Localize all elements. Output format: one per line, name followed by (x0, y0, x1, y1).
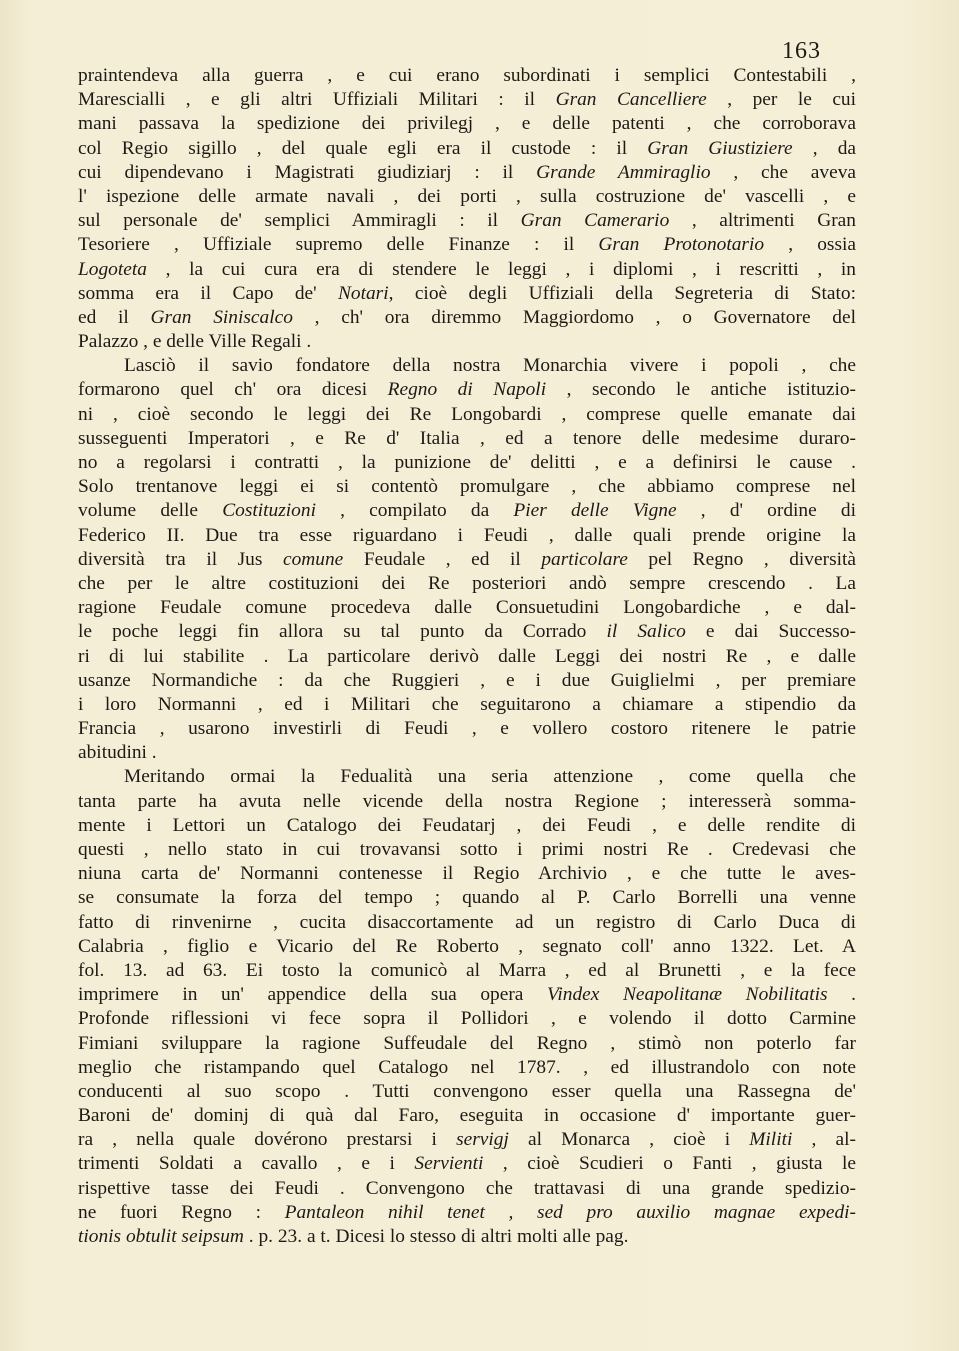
text-run: fatto di rinvenirne , cucita disaccortamente ad un registro di Carlo Duca di (78, 911, 856, 933)
text-line (78, 1152, 856, 1176)
text-run: tanta parte ha avuta nelle vicende della nostra Regione ; interesserà somma- (78, 790, 856, 812)
italic-text: Vindex Neapolitanæ Nobilitatis (547, 984, 828, 1006)
text-line (78, 354, 856, 378)
text-line (78, 572, 856, 596)
text-run: somma era il Capo de' (78, 282, 338, 304)
text-run: le poche leggi fin allora su tal punto da Corrado (78, 621, 607, 643)
text-line (78, 112, 856, 136)
italic-text: tionis obtulit seipsum (78, 1226, 244, 1247)
text-line (78, 886, 856, 910)
text-run: conducenti al suo scopo . Tutti convengono esser quella una Rassegna de' (78, 1080, 856, 1102)
italic-text: Gran Protonotario (598, 234, 765, 256)
text-run: , ossia (764, 234, 856, 256)
text-run: , al- (792, 1129, 856, 1151)
text-run: niuna carta de' Normanni contenesse il Regio Archivio , e che tutte le aves- (78, 863, 856, 885)
text-run: che per le altre costituzioni dei Re posteriori andò sempre crescendo . La (78, 572, 856, 594)
text-run: Profonde riflessioni vi fece sopra il Pollidori , e volendo il dotto Carmine (78, 1008, 856, 1030)
text-run: Meritando ormai la Fedualità una seria attenzione , come quella che (124, 766, 856, 788)
text-run: , d' ordine di (676, 500, 856, 522)
text-run: praintendeva alla guerra , e cui erano subordinati i semplici Contestabili , (78, 65, 856, 86)
text-run: Francia , usarono investirli di Feudi , e vollero costoro ritenere le patrie (78, 718, 856, 740)
text-run: rispettive tasse dei Feudi . Convengono che trattavasi di una grande spedizio- (78, 1177, 856, 1199)
text-line (78, 88, 856, 112)
italic-text: Regno di Napoli (387, 379, 547, 401)
text-run: fol. 13. ad 63. Ei tosto la comunicò al Marra , ed al Brunetti , e la fece (78, 959, 856, 981)
text-line (78, 1225, 856, 1249)
italic-text: Militi (749, 1129, 793, 1151)
text-run: Feudale , ed il (343, 548, 542, 570)
text-run: ragione Feudale comune procedeva dalle Consuetudini Longobardiche , e dal- (78, 597, 856, 619)
text-line (78, 1201, 856, 1225)
text-run: , che aveva (710, 161, 856, 183)
text-line (78, 790, 856, 814)
text-run: . p. 23. a t. Dicesi lo stesso di altri molti alle pag. (243, 1226, 629, 1247)
text-line (78, 258, 856, 282)
text-line (78, 403, 856, 427)
text-line (78, 330, 856, 354)
text-run: ne fuori Regno : (78, 1201, 285, 1223)
text-run: sul personale de' semplici Ammiragli : il (78, 210, 521, 232)
text-line (78, 645, 856, 669)
text-line (78, 475, 856, 499)
text-run: , per le cui (706, 89, 857, 111)
text-line (78, 862, 856, 886)
text-line (78, 983, 856, 1007)
italic-text: Gran Giustiziere (647, 137, 793, 159)
text-run: e dai Successo- (685, 621, 856, 643)
text-run: volume delle (78, 500, 223, 522)
text-run: ed il (78, 306, 151, 328)
text-line (78, 838, 856, 862)
text-run: ni , cioè secondo le leggi dei Re Longobardi , comprese quelle emanate dai (78, 403, 856, 425)
text-run: ri di lui stabilite . La particolare derivò dalle Leggi dei nostri Re , e dalle (78, 645, 856, 667)
text-run: , compilato da (315, 500, 514, 522)
text-run: Tesoriere , Uffiziale supremo delle Finanze : il (78, 234, 599, 256)
text-line (78, 1056, 856, 1080)
text-run: cui dipendevano i Magistrati giudiziarj : il (78, 161, 537, 183)
text-line (78, 693, 856, 717)
text-run: l' ispezione delle armate navali , dei porti , sulla costruzione de' vascelli , e (78, 185, 856, 207)
text-run: , da (792, 137, 857, 159)
text-line (78, 427, 856, 451)
text-line (78, 499, 856, 523)
page-number: 163 (782, 38, 821, 64)
italic-text: Gran Camerario (520, 210, 670, 232)
text-line (78, 306, 856, 330)
text-line (78, 161, 856, 185)
text-run: . (827, 984, 856, 1006)
text-line (78, 548, 856, 572)
text-run: , altrimenti Gran (669, 210, 856, 232)
text-run: Fimiani sviluppare la ragione Suffeudale del Regno , stimò non poterlo far (78, 1032, 856, 1054)
italic-text: Notari (337, 282, 389, 304)
text-run: mani passava la spedizione dei privilegj , e delle patenti , che corroborava (78, 113, 856, 135)
text-run: col Regio sigillo , del quale egli era il custode : il (78, 137, 648, 159)
text-line (78, 1104, 856, 1128)
italic-text: Pantaleon nihil tenet , sed pro auxilio magnae expedi- (284, 1201, 856, 1223)
text-run: ra , nella quale dovérono prestarsi i (78, 1129, 457, 1151)
text-run: i loro Normanni , ed i Militari che seguitarono a chiamare a stipendio da (78, 693, 856, 715)
text-run: al Monarca , cioè i (508, 1129, 750, 1151)
italic-text: particolare (541, 548, 628, 570)
text-run: se consumate la forza del tempo ; quando al P. Carlo Borrelli una venne (78, 887, 856, 909)
italic-text: Servienti (414, 1153, 484, 1175)
text-line (78, 814, 856, 838)
text-line (78, 233, 856, 257)
text-run: meglio che ristampando quel Catalogo nel 1787. , ed illustrandolo con note (78, 1056, 856, 1078)
text-run: , cioè Scudieri o Fanti , giusta le (483, 1153, 856, 1175)
text-line (78, 64, 856, 88)
italic-text: Costituzioni (222, 500, 316, 522)
italic-text: il Salico (606, 621, 686, 643)
text-run: mente i Lettori un Catalogo dei Feudatarj , dei Feudi , e delle rendite di (78, 814, 856, 836)
text-line (78, 596, 856, 620)
text-line (78, 1128, 856, 1152)
text-run: Lasciò il savio fondatore della nostra Monarchia vivere i popoli , che (124, 355, 856, 377)
text-line (78, 209, 856, 233)
italic-text: Logoteta (78, 258, 147, 280)
text-line (78, 137, 856, 161)
text-line (78, 765, 856, 789)
text-line (78, 717, 856, 741)
text-line (78, 911, 856, 935)
text-run: susseguenti Imperatori , e Re d' Italia , ed a tenore delle medesime duraro- (78, 427, 856, 449)
text-run: diversità tra il Jus (78, 548, 283, 570)
text-run: abitudini . (78, 742, 157, 764)
text-line (78, 185, 856, 209)
text-line (78, 1007, 856, 1031)
text-run: formarono quel ch' ora dicesi (78, 379, 388, 401)
text-line (78, 669, 856, 693)
text-run: , cioè degli Uffiziali della Segreteria di Stato: (388, 282, 856, 304)
text-run: Palazzo , e delle Ville Regali . (78, 331, 312, 353)
text-run: Marescialli , e gli altri Uffiziali Militari : il (78, 89, 556, 111)
paragraph (78, 64, 856, 354)
text-line (78, 1032, 856, 1056)
text-run: , secondo le antiche istituzio- (546, 379, 857, 401)
text-line (78, 1080, 856, 1104)
italic-text: comune (282, 548, 344, 570)
text-run: , la cui cura era di stendere le leggi , i diplomi , i rescritti , in (146, 258, 856, 280)
text-run: Baroni de' dominj di quà dal Faro, eseguita in occasione d' importante guer- (78, 1105, 856, 1127)
paragraph (78, 354, 856, 765)
text-line (78, 451, 856, 475)
text-line (78, 1177, 856, 1201)
text-line (78, 741, 856, 765)
text-run: imprimere in un' appendice della sua opera (78, 984, 547, 1006)
italic-text: Gran Cancelliere (555, 89, 707, 111)
text-line (78, 935, 856, 959)
text-run: trimenti Soldati a cavallo , e i (78, 1153, 415, 1175)
text-run: no a regolarsi i contratti , la punizione de' delitti , e a definirsi le cause . (78, 452, 856, 473)
text-line (78, 524, 856, 548)
text-run: , ch' ora diremmo Maggiordomo , o Governatore del (292, 306, 856, 328)
paragraph (78, 765, 856, 1249)
text-line (78, 959, 856, 983)
text-run: questi , nello stato in cui trovavansi sotto i primi nostri Re . Credevasi che (78, 839, 856, 860)
italic-text: Pier delle Vigne (513, 500, 677, 522)
text-run: Federico II. Due tra esse riguardano i Feudi , dalle quali prende origine la (78, 524, 856, 546)
text-run: usanze Normandiche : da che Ruggieri , e i due Guiglielmi , per premiare (78, 669, 856, 691)
italic-text: servigj (456, 1129, 509, 1151)
italic-text: Gran Siniscalco (150, 306, 293, 328)
text-line (78, 282, 856, 306)
text-run: pel Regno , diversità (627, 548, 856, 570)
text-run: Solo trentanove leggi ei si contentò promulgare , che abbiamo comprese nel (78, 476, 856, 498)
text-line (78, 620, 856, 644)
text-line (78, 378, 856, 402)
body-text (78, 64, 856, 1249)
italic-text: Grande Ammiraglio (536, 161, 711, 183)
text-run: Calabria , figlio e Vicario del Re Roberto , segnato coll' anno 1322. Let. A (78, 935, 856, 957)
